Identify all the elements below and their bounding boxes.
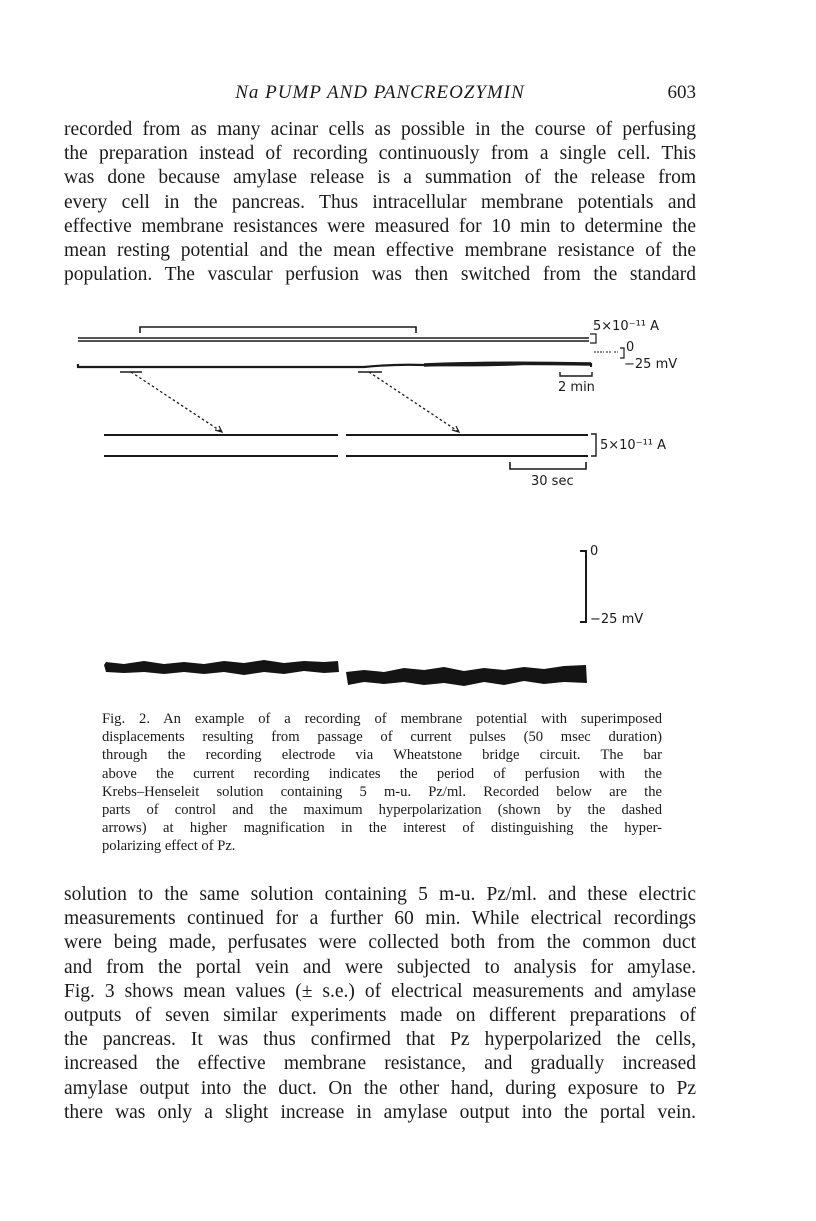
- time-label-2min: 2 min: [558, 380, 595, 395]
- time-label-30sec: 30 sec: [531, 474, 574, 489]
- text-line: the pancreas. It was thus confirmed that Pz hyperpolarized the cells,: [64, 1029, 696, 1051]
- paragraph-bottom: [64, 883, 696, 1125]
- text-line: every cell in the pancreas. Thus intracellular membrane potentials and: [64, 191, 696, 213]
- caption-line: parts of control and the maximum hyperpolarization (shown by the dashed: [102, 802, 662, 819]
- caption-line: polarizing effect of Pz.: [102, 838, 236, 855]
- current-calibration-mid: [591, 434, 596, 456]
- dashed-arrow-control: [131, 372, 222, 432]
- current-label-mid: 5×10⁻¹¹ A: [600, 438, 667, 453]
- text-line: measurements continued for a further 60 min. While electrical recordings: [64, 908, 696, 930]
- voltage-label-top: −25 mV: [624, 357, 678, 372]
- caption-line: above the current recording indicates the period of perfusion with the: [102, 765, 662, 782]
- caption-line: Krebs–Henseleit solution containing 5 m-u. Pz/ml. Recorded below are the: [102, 783, 662, 800]
- text-line: solution to the same solution containing 5 m-u. Pz/ml. and these electric: [64, 884, 696, 905]
- voltage-calibration-bottom: [580, 551, 586, 622]
- potential-trace-thick: [424, 363, 591, 365]
- text-line: effective membrane resistances were measured for 10 min to determine the: [64, 215, 696, 237]
- text-line: amylase output into the duct. On the other hand, during exposure to Pz: [64, 1077, 696, 1099]
- caption-line: through the recording electrode via Wheatstone bridge circuit. The bar: [102, 747, 662, 764]
- text-line: and from the portal vein and were subjected to analysis for amylase.: [64, 956, 696, 978]
- text-line: Fig. 3 shows mean values (± s.e.) of electrical measurements and amylase: [64, 980, 696, 1002]
- text-line: the preparation instead of recording continuously from a single cell. This: [64, 143, 696, 165]
- running-title: Na PUMP AND PANCREOZYMIN: [235, 82, 525, 103]
- text-line: recorded from as many acinar cells as possible in the course of perfusing: [64, 119, 696, 140]
- figure-2: [64, 310, 764, 710]
- text-line: outputs of seven similar experiments made on different preparations of: [64, 1005, 696, 1027]
- running-header: [64, 82, 696, 108]
- current-label-top: 5×10⁻¹¹ A: [593, 319, 660, 334]
- zero-label-top: 0: [626, 340, 635, 355]
- text-line: population. The vascular perfusion was then switched from the standard: [64, 264, 696, 286]
- text-line: mean resting potential and the mean effective membrane resistance of the: [64, 240, 696, 262]
- dashed-arrow-max: [369, 372, 459, 432]
- figure-caption: [102, 710, 662, 856]
- caption-line: Fig. 2. An example of a recording of membrane potential with superimposed: [102, 711, 662, 727]
- caption-line: displacements resulting from passage of current pulses (50 msec duration): [102, 729, 662, 746]
- potential-band-pz: [346, 665, 587, 686]
- text-line: was done because amylase release is a summation of the release from: [64, 167, 696, 189]
- text-line: were being made, perfusates were collected both from the common duct: [64, 932, 696, 954]
- page-number: 603: [667, 82, 696, 103]
- caption-line: arrows) at higher magnification in the interest of distinguishing the hyper-: [102, 820, 662, 837]
- voltage-label-bottom: −25 mV: [590, 612, 644, 627]
- text-line: increased the effective membrane resistance, and gradually increased: [64, 1053, 696, 1075]
- perfusion-bar: [140, 327, 416, 333]
- text-line: there was only a slight increase in amylase output into the portal vein.: [64, 1101, 696, 1123]
- zero-label-bottom: 0: [590, 544, 599, 559]
- time-scale-30sec: [510, 462, 586, 469]
- potential-band-control: [104, 660, 339, 675]
- paragraph-top: [64, 118, 696, 287]
- current-calibration-top: [590, 334, 596, 343]
- time-scale-2min: [560, 372, 592, 376]
